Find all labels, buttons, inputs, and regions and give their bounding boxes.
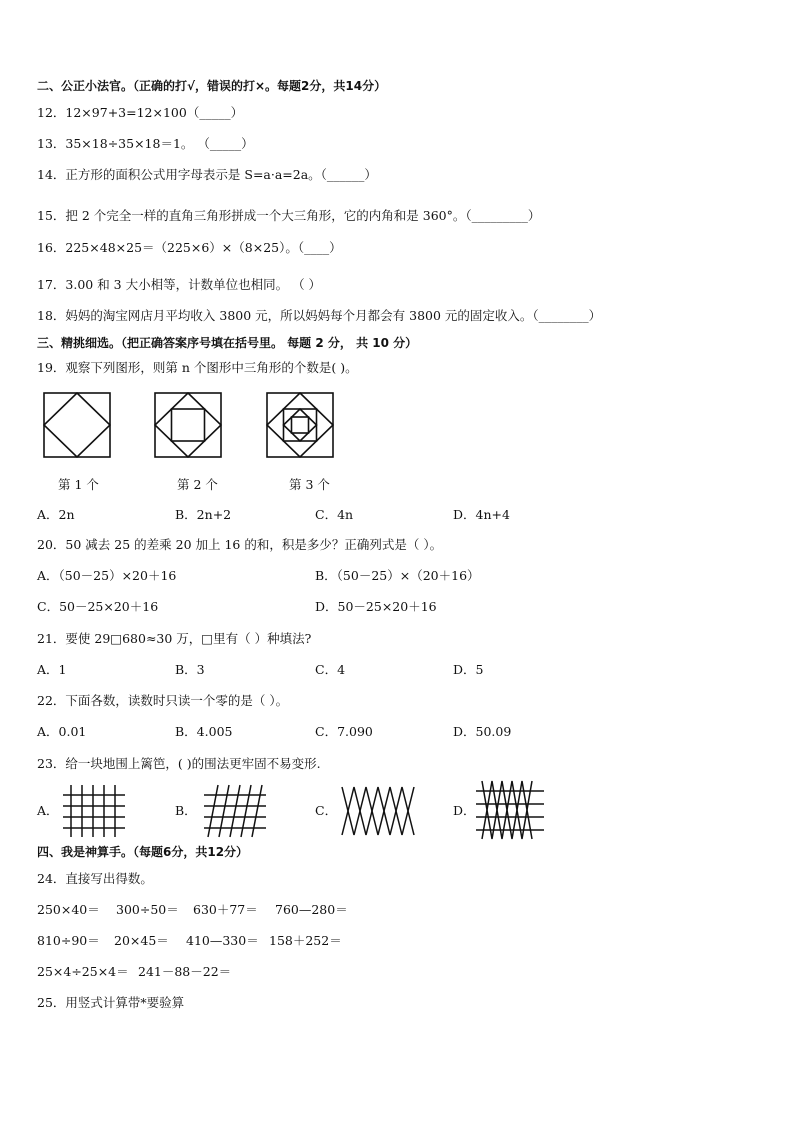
calc-item: 810÷90＝ [37,933,100,948]
fence-parallelogram-icon [200,783,270,839]
figure-1-nested-squares [43,392,111,458]
fence-grid-icon [61,783,127,839]
q19-option-c: C．4n [315,507,354,522]
q20-option-c: C．50－25×20＋16 [37,599,159,614]
section-4-title: 四、我是神算手。（每题6分，共12分） [37,845,249,859]
q19-option-d: D．4n+4 [453,507,510,522]
question-20: 20．50 减去 25 的差乘 20 加上 16 的和，积是多少？正确列式是（ ）。 [37,537,443,552]
figure-3-nested-squares [266,392,334,458]
q22-option-a: A．0.01 [37,724,87,739]
question-21: 21．要使 29□680≈30 万，□里有（ ）种填法? [37,631,312,646]
figure-2-caption: 第 2 个 [177,477,218,492]
section-2-title: 二、公正小法官。（正确的打√，错误的打×。每题2分，共14分） [37,79,387,93]
question-22: 22．下面各数，读数时只读一个零的是（ ）。 [37,693,289,708]
fence-crisscross-icon [340,783,420,839]
calc-item: 25×4÷25×4＝ [37,964,129,979]
question-15: 15．把 2 个完全一样的直角三角形拼成一个大三角形，它的内角和是 360°。（_________） [37,208,541,223]
figure-3-caption: 第 3 个 [289,477,330,492]
q19-option-b: B．2n+2 [175,507,232,522]
calc-item: 241－88－22＝ [138,964,232,979]
q20-option-b: B．（50－25）×（20＋16） [315,568,480,583]
calc-item: 300÷50＝ [116,902,179,917]
figure-2-nested-squares [154,392,222,458]
q21-option-d: D．5 [453,662,484,677]
q21-option-a: A．1 [37,662,67,677]
calc-item: 250×40＝ [37,902,100,917]
question-24: 24．直接写出得数。 [37,871,153,886]
question-14: 14．正方形的面积公式用字母表示是 S=a·a=2a。（______） [37,167,377,182]
q22-option-c: C．7.090 [315,724,373,739]
q20-option-d: D．50－25×20＋16 [315,599,437,614]
calc-item: 20×45＝ [114,933,169,948]
q23-option-a: A． [37,803,59,818]
question-12: 12．12×97+3=12×100（_____） [37,105,244,120]
q22-option-b: B．4.005 [175,724,233,739]
q21-option-b: B．3 [175,662,205,677]
question-25: 25．用竖式计算带*要验算 [37,995,185,1010]
q22-option-d: D．50.09 [453,724,512,739]
q21-option-c: C．4 [315,662,346,677]
figure-1-caption: 第 1 个 [58,477,99,492]
question-19: 19．观察下列图形，则第 n 个图形中三角形的个数是( )。 [37,360,358,375]
question-17: 17．3.00 和 3 大小相等，计数单位也相同。 （ ） [37,277,322,292]
question-18: 18．妈妈的淘宝网店月平均收入 3800 元，所以妈妈每个月都会有 3800 元的固定收入。（________） [37,308,602,323]
q23-option-b: B． [175,803,197,818]
q23-option-d: D． [453,803,476,818]
question-13: 13．35×18÷35×18＝1。 （_____） [37,136,254,151]
question-23: 23．给一块地围上篱笆，( )的围法更牢固不易变形. [37,756,321,771]
calc-item: 630＋77＝ [193,902,258,917]
question-16: 16．225×48×25＝（225×6）×（8×25）。（____） [37,240,342,255]
section-3-title: 三、精挑细选。（把正确答案序号填在括号里。 每题 2 分， 共 10 分） [37,336,418,350]
calc-item: 410—330＝ [186,933,259,948]
q20-option-a: A．（50－25）×20＋16 [37,568,177,583]
fence-crisscross-rails-icon [474,779,546,841]
q19-option-a: A．2n [37,507,75,522]
q23-option-c: C． [315,803,338,818]
calc-item: 158＋252＝ [269,933,342,948]
calc-item: 760—280＝ [275,902,348,917]
